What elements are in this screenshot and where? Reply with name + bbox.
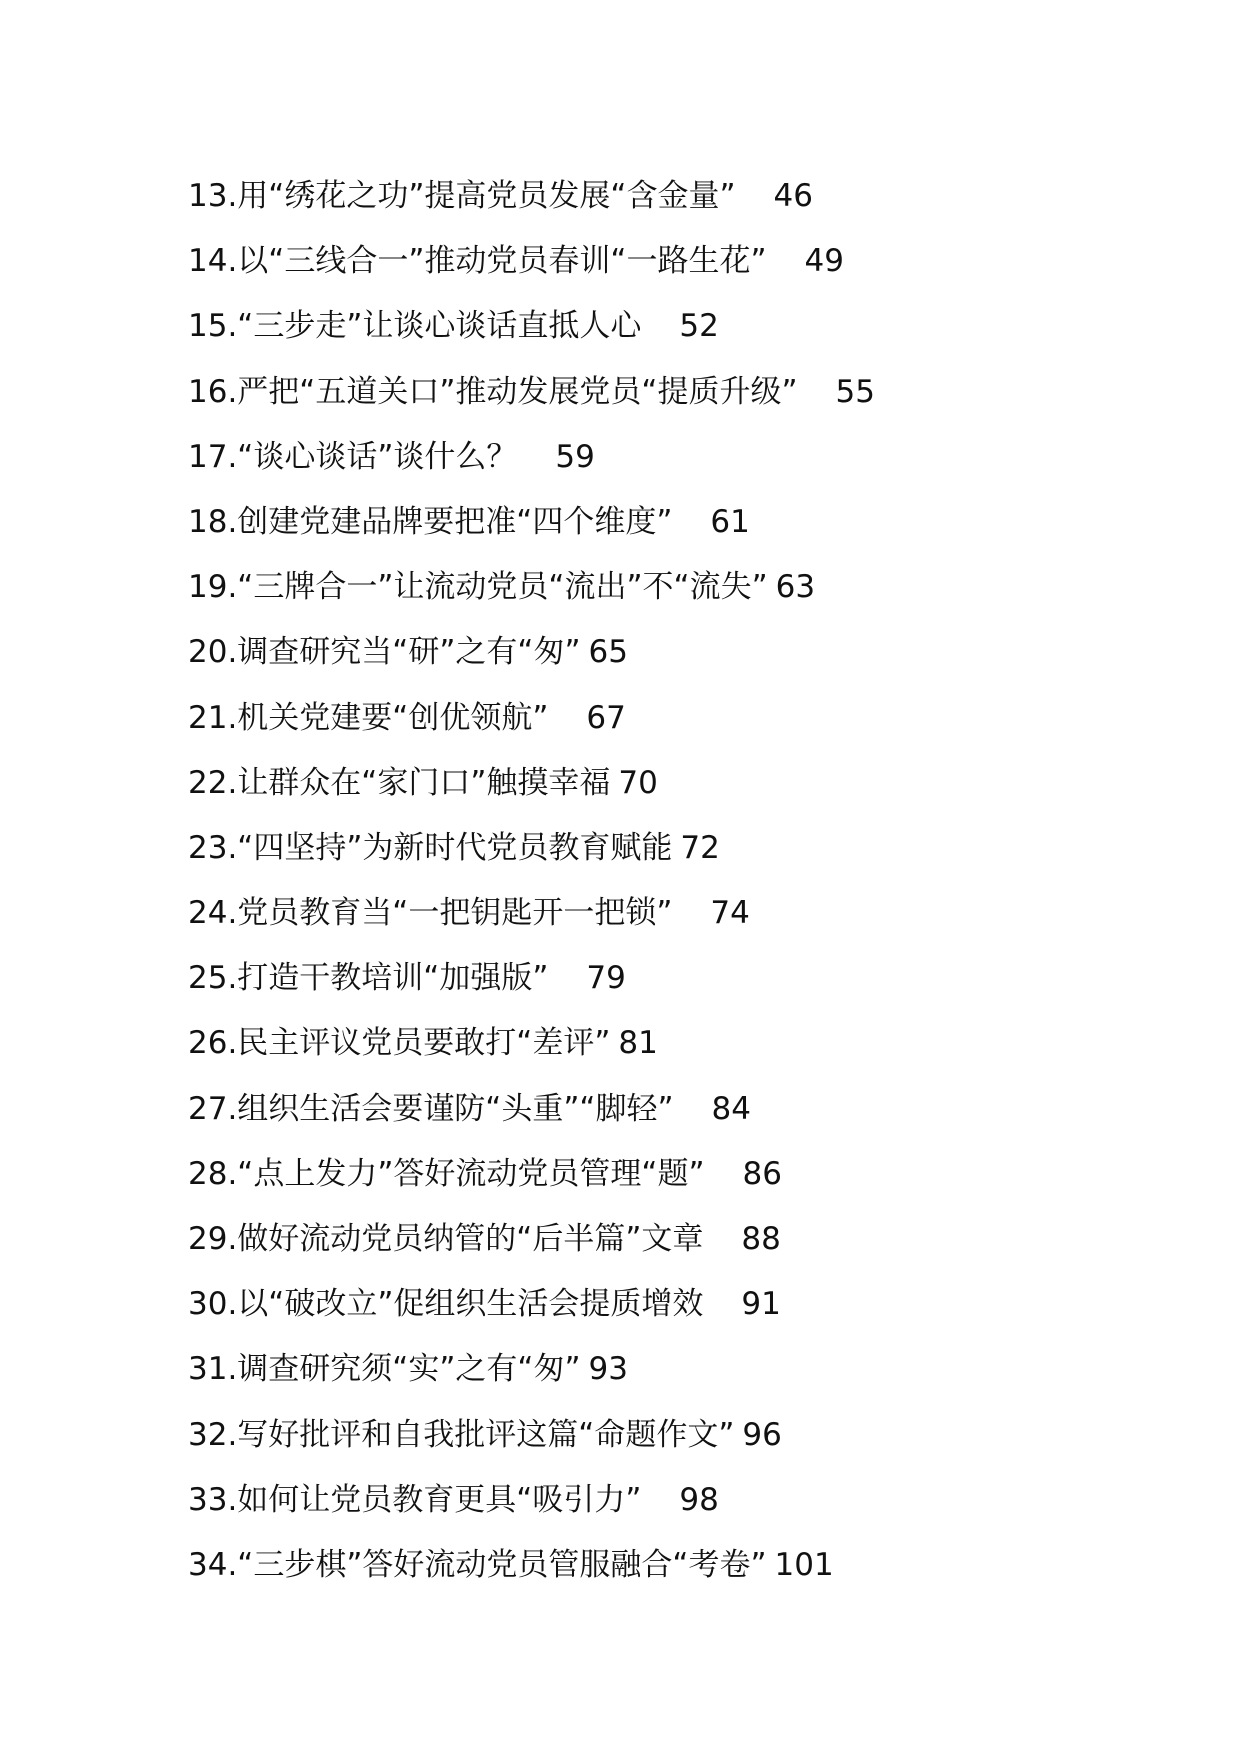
toc-entry-page: 84 xyxy=(711,1090,751,1127)
toc-entry-14[interactable] xyxy=(188,235,1188,300)
toc-entry-title: 31.调查研究须“实”之有“匆” xyxy=(188,1351,581,1388)
toc-entry-page: 55 xyxy=(835,373,875,410)
toc-entry-title: 26.民主评议党员要敢打“差评” xyxy=(188,1025,611,1062)
toc-entry-title: 14.以“三线合一”推动党员春训“一路生花” xyxy=(188,243,767,280)
toc-entry-27[interactable] xyxy=(188,1083,1188,1148)
toc-entry-page: 91 xyxy=(741,1286,781,1323)
toc-entry-page: 98 xyxy=(679,1481,719,1518)
toc-entry-page: 46 xyxy=(773,178,813,214)
toc-entry-title: 13.用“绣花之功”提高党员发展“含金量” xyxy=(188,178,736,214)
toc-entry-20[interactable] xyxy=(188,626,1188,691)
toc-entry-title: 27.组织生活会要谨防“头重”“脚轻” xyxy=(188,1090,674,1127)
toc-entry-29[interactable] xyxy=(188,1213,1188,1278)
toc-entry-title: 17.“谈心谈话”谈什么？ xyxy=(188,438,518,475)
toc-entry-page: 67 xyxy=(586,699,626,736)
toc-entry-title: 23.“四坚持”为新时代党员教育赋能 xyxy=(188,829,673,866)
toc-entry-page: 101 xyxy=(774,1546,834,1583)
toc-entry-title: 30.以“破改立”促组织生活会提质增效 xyxy=(188,1286,704,1323)
toc-entry-title: 29.做好流动党员纳管的“后半篇”文章 xyxy=(188,1221,704,1257)
toc-entry-page: 65 xyxy=(588,634,628,671)
toc-entry-title: 15.“三步走”让谈心谈话直抵人心 xyxy=(188,308,642,345)
toc-entry-page: 96 xyxy=(742,1416,782,1453)
toc-entry-page: 59 xyxy=(555,438,595,475)
toc-entry-title: 24.党员教育当“一把钥匙开一把锁” xyxy=(188,895,673,932)
toc-entry-page: 63 xyxy=(775,569,816,606)
toc-entry-title: 19.“三牌合一”让流动党员“流出”不“流失” xyxy=(188,569,768,606)
toc-entry-page: 72 xyxy=(680,829,720,866)
toc-entry-21[interactable] xyxy=(188,692,1188,757)
toc-entry-17[interactable] xyxy=(188,431,1188,496)
toc-entry-30[interactable] xyxy=(188,1278,1188,1343)
toc-entry-19[interactable] xyxy=(188,561,1188,626)
toc-entry-25[interactable] xyxy=(188,952,1188,1017)
toc-entry-title: 16.严把“五道关口”推动发展党员“提质升级” xyxy=(188,373,798,410)
toc-entry-18[interactable] xyxy=(188,496,1188,561)
toc-entry-title: 21.机关党建要“创优领航” xyxy=(188,699,549,736)
toc-entry-26[interactable] xyxy=(188,1017,1188,1082)
toc-entry-page: 74 xyxy=(710,895,750,932)
toc-entry-page: 81 xyxy=(618,1025,658,1062)
table-of-contents xyxy=(188,170,1188,1604)
toc-entry-page: 79 xyxy=(586,960,626,997)
toc-entry-title: 22.让群众在“家门口”触摸幸福 xyxy=(188,764,611,801)
toc-entry-23[interactable] xyxy=(188,822,1188,887)
toc-entry-title: 18.创建党建品牌要把准“四个维度” xyxy=(188,503,673,540)
toc-entry-28[interactable] xyxy=(188,1148,1188,1213)
toc-entry-page: 49 xyxy=(804,243,844,280)
toc-entry-34[interactable] xyxy=(188,1539,1188,1604)
toc-entry-page: 70 xyxy=(618,764,658,801)
toc-entry-page: 93 xyxy=(588,1351,628,1388)
toc-entry-page: 88 xyxy=(741,1221,781,1257)
toc-entry-title: 25.打造干教培训“加强版” xyxy=(188,960,549,997)
toc-entry-33[interactable] xyxy=(188,1474,1188,1539)
toc-entry-page: 86 xyxy=(742,1155,782,1192)
toc-entry-22[interactable] xyxy=(188,757,1188,822)
toc-entry-13[interactable] xyxy=(188,170,1188,235)
toc-entry-page: 52 xyxy=(679,308,719,345)
toc-entry-title: 34.“三步棋”答好流动党员管服融合“考卷” xyxy=(188,1546,767,1583)
toc-entry-16[interactable] xyxy=(188,366,1188,431)
toc-entry-15[interactable] xyxy=(188,300,1188,365)
toc-entry-title: 33.如何让党员教育更具“吸引力” xyxy=(188,1481,642,1518)
toc-entry-31[interactable] xyxy=(188,1343,1188,1408)
toc-entry-32[interactable] xyxy=(188,1409,1188,1474)
toc-entry-title: 20.调查研究当“研”之有“匆” xyxy=(188,634,581,671)
toc-entry-page: 61 xyxy=(710,503,750,540)
toc-entry-title: 28.“点上发力”答好流动党员管理“题” xyxy=(188,1155,705,1192)
toc-entry-24[interactable] xyxy=(188,887,1188,952)
toc-entry-title: 32.写好批评和自我批评这篇“命题作文” xyxy=(188,1416,735,1453)
